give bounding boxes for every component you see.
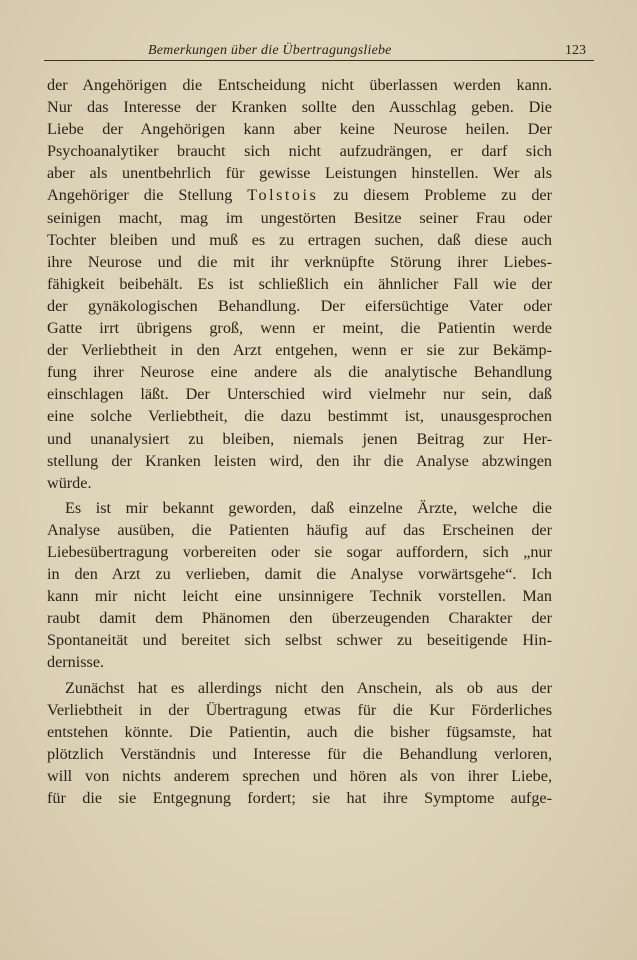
text-line: Analyse ausüben, die Patienten häufig auf das Erscheinen der	[47, 520, 552, 539]
text-line: einschlagen läßt. Der Unterschied wird vielmehr nur sein, daß	[47, 385, 552, 404]
text-line: Nur das Interesse der Kranken sollte den Ausschlag geben. Die	[47, 98, 552, 117]
text-line: Spontaneität und bereitet sich selbst schwer zu beseitigende Hin-	[47, 631, 552, 650]
text-line: der Verliebtheit in den Arzt entgehen, wenn er sie zur Bekämp-	[47, 341, 552, 360]
text-line: Zunächst hat es allerdings nicht den Anschein, als ob aus der	[65, 678, 552, 697]
text-line: Gatte irrt übrigens groß, wenn er meint, die Patientin werde	[47, 319, 552, 338]
text-line: seinigen macht, mag im ungestörten Besitze seiner Frau oder	[47, 208, 552, 227]
text-fragment: zu diesem Probleme zu der	[318, 186, 552, 205]
running-title: Bemerkungen über die Übertragungsliebe	[148, 43, 392, 58]
page-number: 123	[565, 43, 586, 58]
text-line: dernisse.	[47, 653, 105, 672]
text-line: Verliebtheit in der Übertragung etwas für die Kur Förderliches	[47, 700, 552, 719]
text-line: plötzlich Verständnis und Interesse für die Behandlung verloren,	[47, 744, 552, 763]
text-line: fähigkeit beibehält. Es ist schließlich ein ähnlicher Fall wie der	[47, 274, 552, 293]
text-line: entstehen könnte. Die Patientin, auch die bisher fügsamste, hat	[47, 722, 552, 741]
text-line: eine solche Verliebtheit, die dazu bestimmt ist, unausgesprochen	[47, 407, 552, 426]
text-line: Liebe der Angehörigen kann aber keine Neurose heilen. Der	[47, 120, 552, 139]
text-line: der Angehörigen die Entscheidung nicht überlassen werden kann.	[47, 76, 552, 94]
text-line: will von nichts anderem sprechen und hören als von ihrer Liebe,	[47, 766, 552, 785]
text-fragment: Angehöriger die Stellung	[47, 186, 248, 205]
body-text	[47, 74, 552, 809]
paragraph-2	[47, 497, 552, 674]
running-header	[44, 40, 594, 61]
text-line: Liebesübertragung vorbereiten oder sie sogar auffordern, sich „nur	[47, 542, 552, 561]
text-line: Es ist mir bekannt geworden, daß einzelne Ärzte, welche die	[65, 498, 552, 517]
text-line: würde.	[47, 473, 92, 492]
paragraph-1	[47, 74, 552, 494]
text-line: raubt damit dem Phänomen den überzeugenden Charakter der	[47, 609, 552, 628]
text-line: fung ihrer Neurose eine andere als die analytische Behandlung	[47, 363, 552, 382]
text-line: ihre Neurose und die mit ihr verknüpfte Störung ihrer Liebes-	[47, 252, 552, 271]
text-line: Psychoanalytiker braucht sich nicht aufzudrängen, er darf sich	[47, 142, 552, 161]
text-line: aber als unentbehrlich für gewisse Leistungen hinstellen. Wer als	[47, 164, 552, 183]
paragraph-3	[47, 677, 552, 810]
text-line	[47, 184, 552, 206]
text-line: für die sie Entgegnung fordert; sie hat ihre Symptome aufge-	[47, 789, 552, 807]
spaced-author-name: Tolstois	[247, 186, 319, 205]
text-line: der gynäkologischen Behandlung. Der eifersüchtige Vater oder	[47, 296, 552, 315]
text-line: kann mir nicht leicht eine unsinnigere Technik vorstellen. Man	[47, 587, 552, 606]
text-line: Tochter bleiben und muß es zu ertragen suchen, daß diese auch	[47, 230, 552, 249]
text-line: in den Arzt zu verlieben, damit die Analyse vorwärtsgehe“. Ich	[47, 565, 552, 584]
text-line: stellung der Kranken leisten wird, den ihr die Analyse abzwingen	[47, 451, 552, 470]
text-line: und unanalysiert zu bleiben, niemals jenen Beitrag zur Her-	[47, 429, 552, 448]
